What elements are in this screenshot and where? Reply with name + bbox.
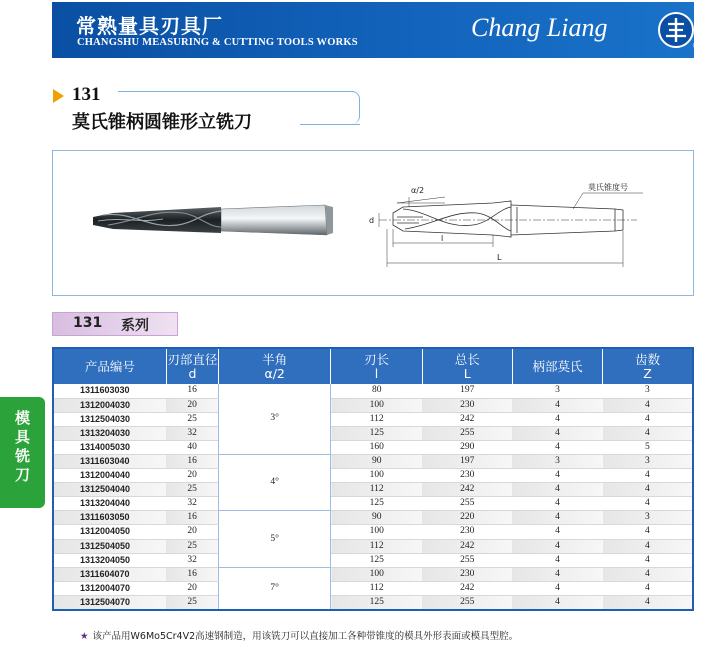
cell-total-length: 242 [422,581,512,595]
product-name: 莫氏锥柄圆锥形立铣刀 [72,112,252,133]
header-morse-shank: 柄部莫氏 [512,348,602,384]
cell-code: 1312004070 [53,581,166,595]
table-row [53,426,693,440]
cell-morse: 4 [512,440,602,454]
cell-total-length: 255 [422,426,512,440]
cell-flute-length: 112 [331,539,422,553]
cell-diameter: 16 [166,454,218,468]
cell-morse: 4 [512,497,602,511]
header-flute-length: 刃长 l [331,348,422,384]
star-icon: ★ [80,631,89,642]
cell-morse: 4 [512,412,602,426]
footnote [80,628,518,642]
cell-teeth: 4 [603,483,693,497]
header-product-code: 产品编号 [53,348,166,384]
table-row [53,511,693,525]
cell-half-angle: 4° [219,454,331,510]
table-row [53,412,693,426]
cell-total-length: 197 [422,454,512,468]
cell-total-length: 230 [422,567,512,581]
header-total-length: 总长 L [422,348,512,384]
label-L: L [497,253,502,262]
cell-morse: 3 [512,384,602,398]
side-tab-char: 模 [14,409,30,427]
cell-half-angle: 7° [219,567,331,610]
cell-teeth: 4 [603,469,693,483]
cell-diameter: 20 [166,469,218,483]
cell-morse: 4 [512,553,602,567]
table-row [53,469,693,483]
header-diameter: 刃部直径 d [166,348,218,384]
cell-flute-length: 100 [331,398,422,412]
drawing-panel [52,150,694,296]
table-row [53,440,693,454]
cell-teeth: 4 [603,581,693,595]
cell-diameter: 32 [166,497,218,511]
series-text: 系列 [121,318,149,334]
cell-teeth: 4 [603,525,693,539]
cell-teeth: 4 [603,553,693,567]
cell-flute-length: 125 [331,426,422,440]
company-name-cn: 常熟量具刃具厂 [76,14,223,38]
table-row [53,595,693,610]
cell-diameter: 32 [166,426,218,440]
cell-code: 1311603040 [53,454,166,468]
cutter-technical-drawing [379,193,643,267]
cell-total-length: 230 [422,525,512,539]
cell-teeth: 4 [603,539,693,553]
cell-flute-length: 90 [331,454,422,468]
cell-flute-length: 125 [331,595,422,610]
table-row [53,454,693,468]
cell-morse: 4 [512,483,602,497]
cell-total-length: 255 [422,595,512,610]
cell-flute-length: 80 [331,384,422,398]
cell-flute-length: 160 [331,440,422,454]
footnote-text: 该产品用W6Mo5Cr4V2高速钢制造，用该铣刀可以直接加工各种带锥度的模具外形表面或模具型腔。 [92,631,519,642]
cell-total-length: 242 [422,412,512,426]
cell-diameter: 32 [166,553,218,567]
cell-total-length: 255 [422,497,512,511]
cell-code: 1312504050 [53,539,166,553]
cell-teeth: 4 [603,567,693,581]
cell-code: 1312504030 [53,412,166,426]
cell-diameter: 25 [166,483,218,497]
cell-total-length: 230 [422,469,512,483]
cell-diameter: 25 [166,412,218,426]
cell-teeth: 5 [603,440,693,454]
label-d: d [369,216,375,225]
cell-flute-length: 100 [331,525,422,539]
cell-teeth: 4 [603,412,693,426]
cell-teeth: 4 [603,426,693,440]
header-banner [52,2,699,58]
table-row [53,553,693,567]
cell-code: 1312004050 [53,525,166,539]
cell-code: 1312504040 [53,483,166,497]
cell-half-angle: 3° [219,384,331,454]
company-name-en: CHANGSHU MEASURING & CUTTING TOOLS WORKS [77,37,358,48]
cell-total-length: 220 [422,511,512,525]
category-side-tab [0,397,45,508]
cell-code: 1312004030 [53,398,166,412]
cell-code: 1313204050 [53,553,166,567]
cell-teeth: 4 [603,595,693,610]
cell-code: 1311603030 [53,384,166,398]
cell-diameter: 16 [166,384,218,398]
cell-total-length: 197 [422,384,512,398]
header-half-angle: 半角 α/2 [219,348,331,384]
feng-logo-icon [658,12,694,48]
header-teeth: 齿数 Z [603,348,693,384]
cell-morse: 4 [512,525,602,539]
table-header-row [53,348,693,384]
cell-code: 1311604070 [53,567,166,581]
table-row [53,483,693,497]
cell-morse: 4 [512,398,602,412]
series-label [52,312,178,336]
table-row [53,581,693,595]
cell-code: 1312004040 [53,469,166,483]
registered-mark: ® [692,42,699,50]
table-row [53,497,693,511]
cell-code: 1313204040 [53,497,166,511]
cell-teeth: 3 [603,454,693,468]
cell-flute-length: 125 [331,553,422,567]
table-body [53,384,693,610]
cell-teeth: 3 [603,511,693,525]
label-alpha: α/2 [411,186,425,195]
spec-table [52,347,694,611]
cell-total-length: 255 [422,553,512,567]
cell-code: 1313204030 [53,426,166,440]
cell-morse: 4 [512,539,602,553]
table-row [53,398,693,412]
cell-teeth: 4 [603,497,693,511]
product-number: 131 [72,84,101,105]
cell-morse: 4 [512,511,602,525]
cell-code: 1311603050 [53,511,166,525]
cell-morse: 4 [512,581,602,595]
cell-flute-length: 100 [331,469,422,483]
cell-code: 1314005030 [53,440,166,454]
cell-diameter: 16 [166,511,218,525]
cell-total-length: 242 [422,483,512,497]
cutter-photo [93,205,333,235]
table-row [53,567,693,581]
cell-diameter: 20 [166,398,218,412]
cell-flute-length: 112 [331,483,422,497]
table-row [53,539,693,553]
cell-diameter: 16 [166,567,218,581]
cell-flute-length: 100 [331,567,422,581]
side-tab-char: 具 [14,428,30,446]
cell-half-angle: 5° [219,511,331,567]
table-row [53,384,693,398]
cell-diameter: 20 [166,581,218,595]
cell-flute-length: 125 [331,497,422,511]
side-tab-char: 刀 [14,466,30,484]
series-number: 131 [73,315,103,331]
cell-total-length: 290 [422,440,512,454]
cell-teeth: 4 [603,398,693,412]
side-tab-char: 铣 [14,447,30,465]
cell-morse: 4 [512,595,602,610]
cell-morse: 4 [512,426,602,440]
cell-flute-length: 112 [331,581,422,595]
cell-diameter: 25 [166,539,218,553]
cell-code: 1312504070 [53,595,166,610]
side-tab-text [0,409,45,485]
cell-diameter: 40 [166,440,218,454]
cell-morse: 3 [512,454,602,468]
cell-total-length: 242 [422,539,512,553]
cell-morse: 4 [512,469,602,483]
title-arrow-icon [53,89,64,103]
cell-flute-length: 112 [331,412,422,426]
cell-flute-length: 90 [331,511,422,525]
label-morse-taper: 莫氏锥度号 [588,183,628,192]
cell-total-length: 230 [422,398,512,412]
cell-morse: 4 [512,567,602,581]
label-l: l [441,234,444,243]
table-row [53,525,693,539]
cell-teeth: 3 [603,384,693,398]
brand-name: Chang Liang [471,13,608,42]
cell-diameter: 20 [166,525,218,539]
cell-diameter: 25 [166,595,218,610]
tool-illustration [53,151,693,295]
